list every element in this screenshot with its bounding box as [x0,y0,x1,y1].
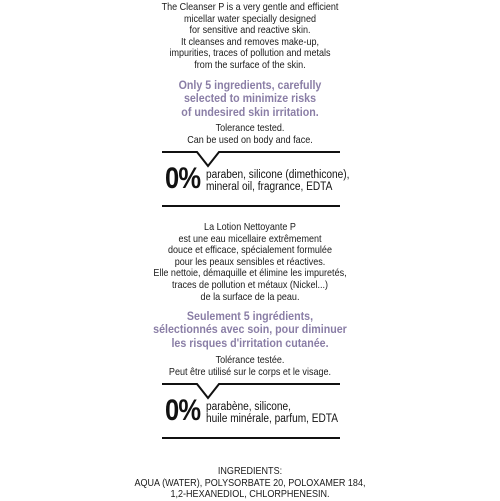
zero-percent-label: 0% [165,394,201,427]
ingredients: INGREDIENTS: AQUA (WATER), POLYSORBATE 20, POLOXAMER 184, 1,2-HEXANEDIOL, CHLORPHENESIN. [35,466,465,501]
free-from-list: parabène, silicone, huile minérale, parfum, EDTA [206,401,338,426]
french-highlight: Seulement 5 ingrédients, sélectionnés avec soin, pour diminuer les risques d'irritation cutanée. [153,309,347,350]
english-free-from-badge [0,148,500,212]
english-highlight: Only 5 ingredients, carefully selected to minimize risks of undesired skin irritation. [178,78,322,119]
zero-percent-label: 0% [165,162,201,195]
french-tolerance: Tolérance testée. Peut être utilisé sur le corps et le visage. [168,354,332,378]
english-description: The Cleanser P is a very gentle and efficient micellar water specially designed for sensitive and reactive skin. It cleanses and removes make-up, impurities, traces of pollution and metals from the surface of the skin. [161,1,339,71]
french-free-from-badge [0,380,500,444]
french-description: La Lotion Nettoyante P est une eau micellaire extrêmement douce et efficace, spécialement formulée pour les peaux sensibles et réactives. Elle nettoie, démaquille et élimine les impuretés, traces de pollution et métaux (Nickel...) de la surface de la peau. [153,221,347,303]
english-tolerance: Tolerance tested. Can be used on body and face. [187,122,313,146]
free-from-list: paraben, silicone (dimethicone), mineral oil, fragrance, EDTA [206,169,350,194]
ingredients-heading: INGREDIENTS: [217,465,283,477]
